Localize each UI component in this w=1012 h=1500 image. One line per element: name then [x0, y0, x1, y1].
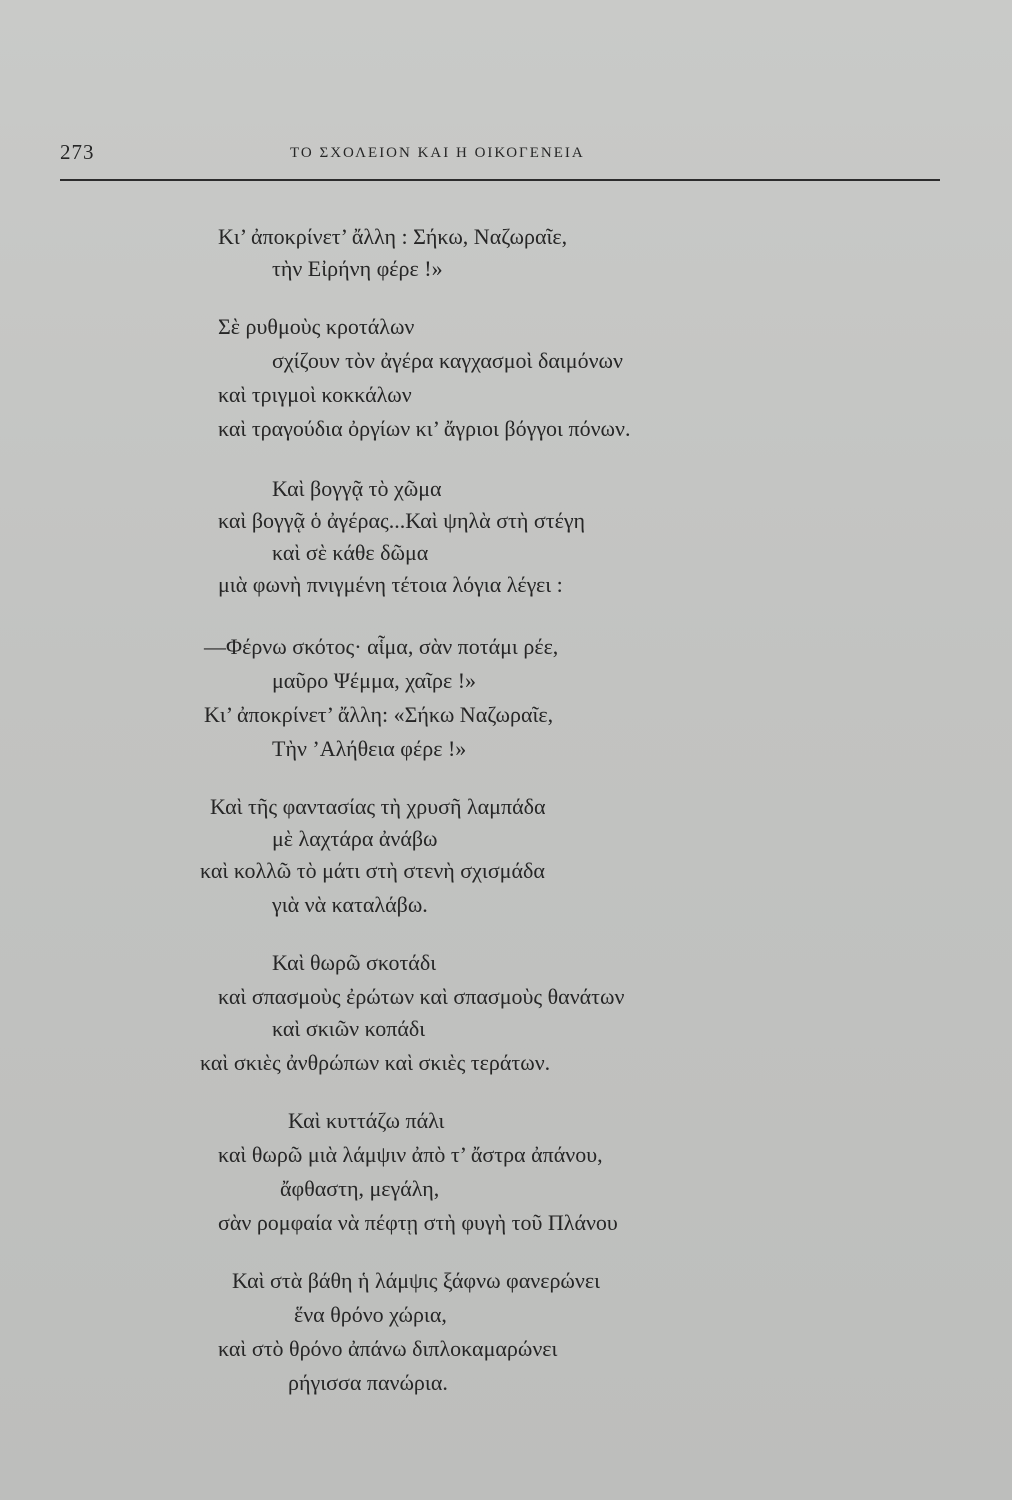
poem-line: μὲ λαχτάρα ἀνάβω	[272, 826, 438, 851]
poem-line: σὰν ρομφαία νὰ πέφτῃ στὴ φυγὴ τοῦ Πλάνου	[218, 1210, 618, 1235]
poem-line: σχίζουν τὸν ἀγέρα καγχασμοὶ δαιμόνων	[272, 348, 623, 373]
poem-line: καὶ κολλῶ τὸ μάτι στὴ στενὴ σχισμάδα	[200, 858, 545, 883]
poem-line: καὶ τριγμοὶ κοκκάλων	[218, 382, 412, 407]
poem-line: Καὶ στὰ βάθη ἡ λάμψις ξάφνω φανερώνει	[232, 1268, 601, 1293]
poem-line: Σὲ ρυθμοὺς κροτάλων	[218, 314, 415, 339]
page-number: 273	[60, 140, 95, 164]
poem-line: Καὶ βογγᾷ τὸ χῶμα	[272, 476, 442, 501]
poem-line: ἕνα θρόνο χώρια,	[294, 1302, 447, 1327]
poem-line: ρήγισσα πανώρια.	[288, 1370, 448, 1395]
poem-line: γιὰ νὰ καταλάβω.	[272, 892, 428, 917]
poem-line: μιὰ φωνὴ πνιγμένη τέτοια λόγια λέγει :	[218, 572, 563, 597]
poem-line: Καὶ θωρῶ σκοτάδι	[272, 950, 437, 975]
poem-line: καὶ τραγούδια ὀργίων κι’ ἄγριοι βόγγοι πόνων.	[218, 416, 631, 441]
poem-line: καὶ σπασμοὺς ἐρώτων καὶ σπασμοὺς θανάτων	[218, 984, 625, 1009]
poem-line: καὶ σκιῶν κοπάδι	[272, 1016, 426, 1041]
poem-line: Καὶ κυττάζω πάλι	[288, 1108, 445, 1133]
poem-line: καὶ σκιὲς ἀνθρώπων καὶ σκιὲς τεράτων.	[200, 1050, 551, 1075]
poem-line: μαῦρο Ψέμμα, χαῖρε !»	[272, 668, 477, 693]
poem-line: Καὶ τῆς φαντασίας τὴ χρυσῆ λαμπάδα	[210, 794, 546, 819]
running-title: ΤΟ ΣΧΟΛΕΙΟΝ ΚΑΙ Η ΟΙΚΟΓΕΝΕΙΑ	[290, 145, 585, 161]
poem-line: καὶ θωρῶ μιὰ λάμψιν ἀπὸ τ’ ἄστρα ἀπάνου,	[218, 1142, 603, 1167]
poem-line: Τὴν ’Αλήθεια φέρε !»	[272, 736, 467, 761]
poem-line: τὴν Εἰρήνη φέρε !»	[272, 256, 443, 281]
poem-line: ἄφθαστη, μεγάλη,	[280, 1176, 440, 1201]
poem-line: —Φέρνω σκότος· αἷμα, σὰν ποτάμι ρέε,	[204, 634, 559, 659]
poem-line: καὶ σὲ κάθε δῶμα	[272, 540, 429, 565]
poem-line: καὶ βογγᾷ ὁ ἀγέρας...Καὶ ψηλὰ στὴ στέγη	[218, 508, 586, 533]
poem-line: Κι’ ἀποκρίνετ’ ἄλλη: «Σήκω Ναζωραῖε,	[204, 702, 554, 727]
poem-line: Κι’ ἀποκρίνετ’ ἄλλη : Σήκω, Ναζωραῖε,	[218, 224, 568, 249]
poem-line: καὶ στὸ θρόνο ἀπάνω διπλοκαμαρώνει	[218, 1336, 558, 1361]
